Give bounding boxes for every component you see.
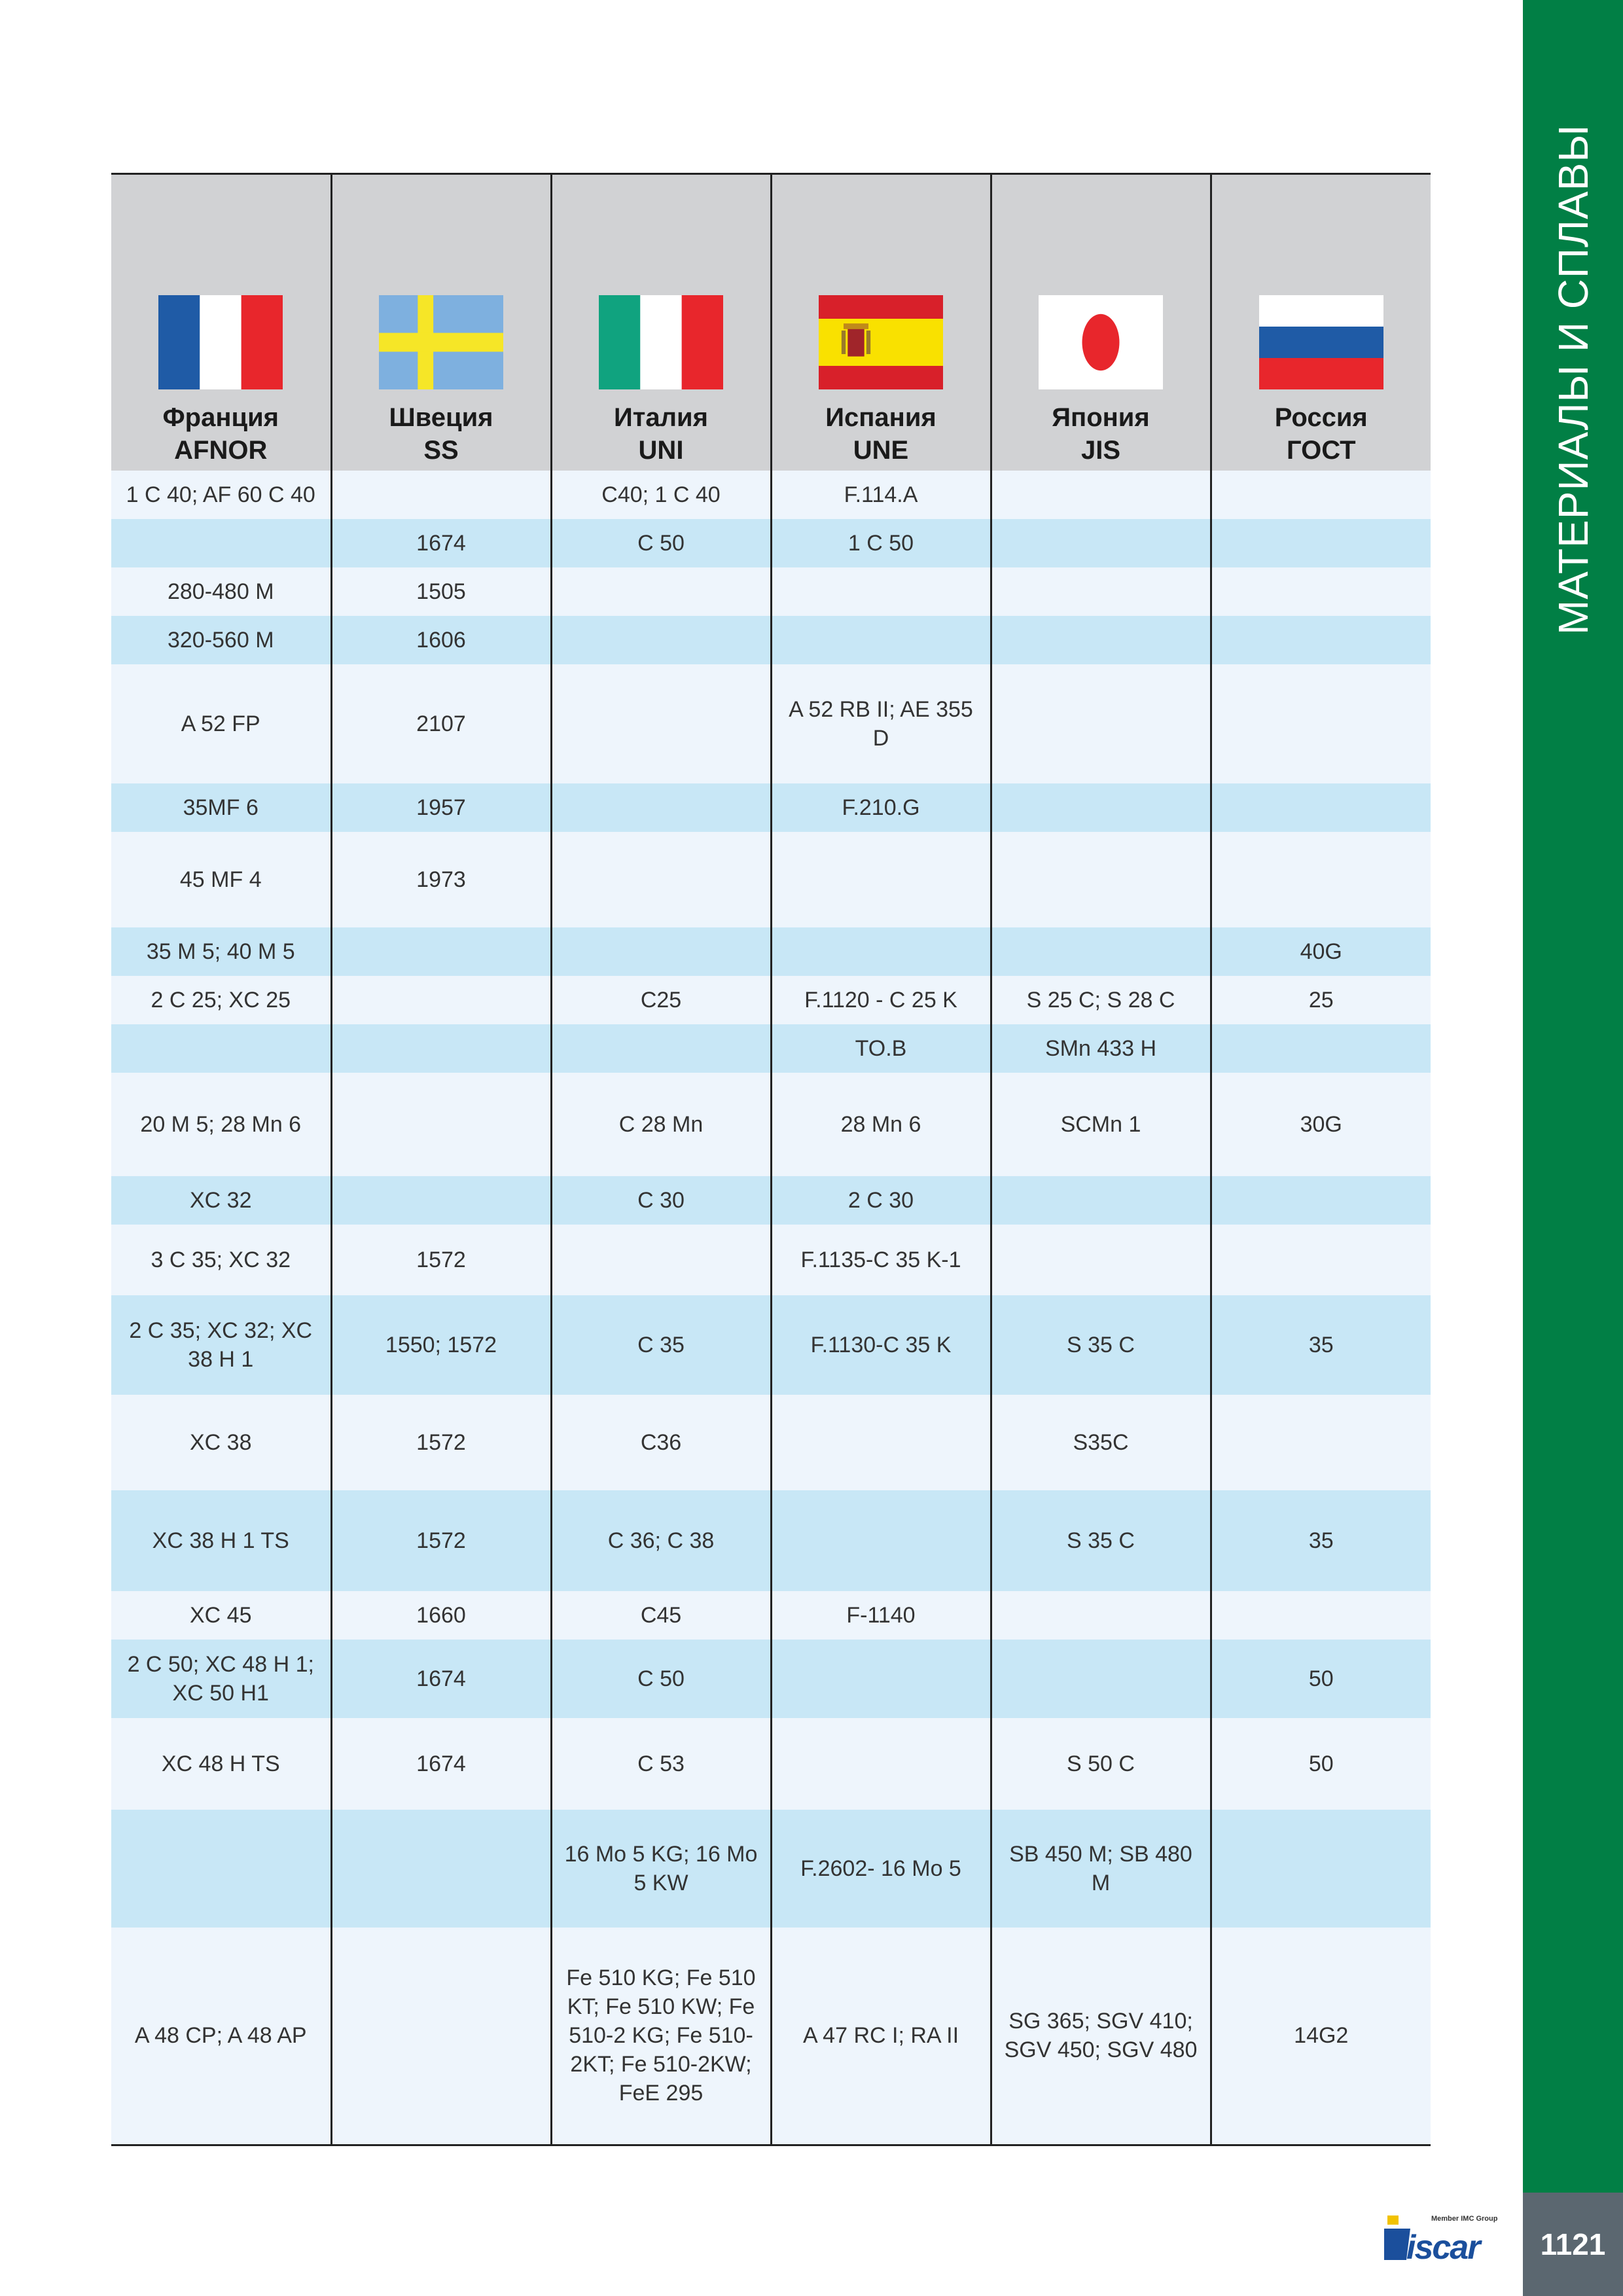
table-cell: SG 365; SGV 410; SGV 450; SGV 480 (991, 1928, 1211, 2145)
table-cell (551, 1225, 771, 1295)
table-cell (991, 1225, 1211, 1295)
table-cell: 20 M 5; 28 Mn 6 (111, 1073, 331, 1176)
table-row (111, 783, 1431, 832)
table-cell (1211, 1225, 1431, 1295)
table-cell: 35 M 5; 40 M 5 (111, 927, 331, 976)
table-cell: C40; 1 C 40 (551, 471, 771, 519)
flag-sweden-icon (379, 295, 503, 389)
table-cell: C 36; C 38 (551, 1490, 771, 1591)
iscar-logo (1384, 2209, 1515, 2268)
logo-tagline: Member IMC Group (1431, 2215, 1498, 2223)
table-cell: C 50 (551, 1640, 771, 1718)
table-cell: SCMn 1 (991, 1073, 1211, 1176)
table-row (111, 471, 1431, 519)
header-country: Япония (1052, 403, 1150, 432)
table-cell: C25 (551, 976, 771, 1024)
table-cell (111, 1810, 331, 1928)
table-cell: 35MF 6 (111, 783, 331, 832)
table-row (111, 567, 1431, 616)
table-cell (991, 567, 1211, 616)
table-cell: S 50 C (991, 1718, 1211, 1810)
table-cell (1211, 832, 1431, 927)
table-cell: 3 C 35; XC 32 (111, 1225, 331, 1295)
page-number: 1121 (1523, 2193, 1623, 2296)
table-row (111, 1073, 1431, 1176)
table-row (111, 1295, 1431, 1395)
table-cell: S 25 C; S 28 C (991, 976, 1211, 1024)
table-cell (551, 927, 771, 976)
table-row (111, 927, 1431, 976)
table-cell (551, 616, 771, 664)
table-cell (991, 1640, 1211, 1718)
table-cell (1211, 471, 1431, 519)
column-header-france (111, 174, 331, 471)
table-row (111, 1225, 1431, 1295)
table-cell: C 30 (551, 1176, 771, 1225)
column-header-japan (991, 174, 1211, 471)
table-cell: 35 (1211, 1490, 1431, 1591)
table-cell (1211, 664, 1431, 783)
table-cell: 28 Mn 6 (771, 1073, 991, 1176)
flag-russia-icon (1259, 295, 1383, 389)
table-cell (771, 616, 991, 664)
table-cell (1211, 1024, 1431, 1073)
header-standard: JIS (1080, 436, 1121, 465)
table-cell: C 35 (551, 1295, 771, 1395)
table-cell: S 35 C (991, 1490, 1211, 1591)
table-cell (111, 1024, 331, 1073)
flag-japan-icon (1039, 295, 1163, 389)
table-cell (1211, 1591, 1431, 1640)
table-cell: 1572 (331, 1225, 551, 1295)
table-cell (1211, 783, 1431, 832)
table-cell: 1660 (331, 1591, 551, 1640)
table-cell: 320-560 M (111, 616, 331, 664)
sidebar (1523, 0, 1623, 2193)
table-cell (1211, 1176, 1431, 1225)
table-row (111, 1718, 1431, 1810)
table-cell: A 47 RC I; RA II (771, 1928, 991, 2145)
header-country: Италия (614, 403, 708, 432)
table-cell: 1957 (331, 783, 551, 832)
table-cell: 1505 (331, 567, 551, 616)
table-cell: 30G (1211, 1073, 1431, 1176)
table-cell: 2 C 25; XC 25 (111, 976, 331, 1024)
column-header-italy (551, 174, 771, 471)
table-row (111, 1490, 1431, 1591)
table-cell: 2 C 35; XC 32; XC 38 H 1 (111, 1295, 331, 1395)
table-cell: A 48 CP; A 48 AP (111, 1928, 331, 2145)
table-cell: 2 C 50; XC 48 H 1; XC 50 H1 (111, 1640, 331, 1718)
header-standard: UNI (638, 436, 684, 465)
table-cell (331, 1176, 551, 1225)
table-cell: 35 (1211, 1295, 1431, 1395)
table-cell (551, 1024, 771, 1073)
table-cell: XC 45 (111, 1591, 331, 1640)
table-cell (331, 927, 551, 976)
table-cell: XC 38 H 1 TS (111, 1490, 331, 1591)
table-cell (991, 783, 1211, 832)
table-body (111, 471, 1431, 2145)
table-cell (331, 471, 551, 519)
table-cell: F.2602- 16 Mo 5 (771, 1810, 991, 1928)
table-row (111, 664, 1431, 783)
table-cell: F.1120 - C 25 K (771, 976, 991, 1024)
table-cell (991, 616, 1211, 664)
table-cell (331, 1810, 551, 1928)
table-cell (331, 1928, 551, 2145)
header-country: Испания (825, 403, 936, 432)
table-cell: 1572 (331, 1395, 551, 1490)
table-cell (331, 1024, 551, 1073)
flag-france-icon (158, 295, 283, 389)
header-country: Франция (162, 403, 279, 432)
table-cell: 25 (1211, 976, 1431, 1024)
table-cell (1211, 616, 1431, 664)
header-country: Россия (1274, 403, 1368, 432)
table-cell (991, 927, 1211, 976)
table-cell: F.1130-C 35 K (771, 1295, 991, 1395)
table-cell: Fe 510 KG; Fe 510 KT; Fe 510 KW; Fe 510-2 KG; Fe 510-2KT; Fe 510-2KW; FeE 295 (551, 1928, 771, 2145)
header-row (111, 174, 1431, 471)
table-cell (771, 927, 991, 976)
column-header-spain (771, 174, 991, 471)
table-cell: C 53 (551, 1718, 771, 1810)
table-cell: 1674 (331, 519, 551, 567)
header-country: Швеция (389, 403, 493, 432)
table-cell: F.210.G (771, 783, 991, 832)
table-row (111, 1591, 1431, 1640)
table-cell: XC 32 (111, 1176, 331, 1225)
table-cell: 2 C 30 (771, 1176, 991, 1225)
table-cell: 40G (1211, 927, 1431, 976)
table-cell: 1606 (331, 616, 551, 664)
header-standard: UNE (853, 436, 909, 465)
table-cell (991, 1591, 1211, 1640)
table-cell: C 50 (551, 519, 771, 567)
table-cell (771, 567, 991, 616)
table-row (111, 1024, 1431, 1073)
table-row (111, 1395, 1431, 1490)
table-cell: SB 450 M; SB 480 M (991, 1810, 1211, 1928)
table-cell (331, 1073, 551, 1176)
table-row (111, 1810, 1431, 1928)
flag-italy-icon (599, 295, 723, 389)
table-cell: 1 C 50 (771, 519, 991, 567)
table-cell: 14G2 (1211, 1928, 1431, 2145)
table-cell (771, 1718, 991, 1810)
table-cell: F-1140 (771, 1591, 991, 1640)
table-cell: S 35 C (991, 1295, 1211, 1395)
table-cell: F.114.A (771, 471, 991, 519)
table-cell: S35C (991, 1395, 1211, 1490)
table-cell: 1674 (331, 1640, 551, 1718)
table-cell (771, 1395, 991, 1490)
table-row (111, 1176, 1431, 1225)
table-row (111, 1928, 1431, 2145)
table-cell (771, 832, 991, 927)
table-cell: SMn 433 H (991, 1024, 1211, 1073)
table-cell (551, 664, 771, 783)
table-cell (551, 832, 771, 927)
table-cell (991, 664, 1211, 783)
flag-spain-icon (819, 295, 943, 389)
table-cell: 2107 (331, 664, 551, 783)
table-cell: 1572 (331, 1490, 551, 1591)
table-cell: TO.B (771, 1024, 991, 1073)
table-cell (1211, 1395, 1431, 1490)
column-header-russia (1211, 174, 1431, 471)
header-standard: ГОСТ (1286, 436, 1356, 465)
table-cell: 50 (1211, 1718, 1431, 1810)
table-cell (551, 783, 771, 832)
table-cell (771, 1490, 991, 1591)
table-cell (991, 832, 1211, 927)
table-cell: 1550; 1572 (331, 1295, 551, 1395)
column-header-sweden (331, 174, 551, 471)
table-cell (111, 519, 331, 567)
table-cell: C36 (551, 1395, 771, 1490)
table-row (111, 832, 1431, 927)
header-standard: AFNOR (174, 436, 268, 465)
table-cell: 45 MF 4 (111, 832, 331, 927)
table-cell: XC 48 H TS (111, 1718, 331, 1810)
table-cell (991, 1176, 1211, 1225)
table-row (111, 519, 1431, 567)
table-cell (1211, 1810, 1431, 1928)
table-row (111, 1640, 1431, 1718)
table-cell: C 28 Mn (551, 1073, 771, 1176)
table-cell: 16 Mo 5 KG; 16 Mo 5 KW (551, 1810, 771, 1928)
table-cell (331, 976, 551, 1024)
logo-brand: iscar (1406, 2229, 1480, 2267)
standards-table (111, 173, 1431, 2146)
table-cell: XC 38 (111, 1395, 331, 1490)
header-standard: SS (423, 436, 459, 465)
table-cell: 1 C 40; AF 60 C 40 (111, 471, 331, 519)
table-cell: 280-480 M (111, 567, 331, 616)
table-cell: F.1135-C 35 K-1 (771, 1225, 991, 1295)
table-cell: 1973 (331, 832, 551, 927)
table-cell: C45 (551, 1591, 771, 1640)
table-cell: 50 (1211, 1640, 1431, 1718)
table-cell (551, 567, 771, 616)
table-cell (991, 471, 1211, 519)
table-cell: A 52 FP (111, 664, 331, 783)
sidebar-title: МАТЕРИАЛЫ И СПЛАВЫ (1549, 124, 1597, 636)
table-row (111, 976, 1431, 1024)
table-cell (771, 1640, 991, 1718)
table-cell: 1674 (331, 1718, 551, 1810)
table-cell: A 52 RB II; AE 355 D (771, 664, 991, 783)
table-row (111, 616, 1431, 664)
table-cell (991, 519, 1211, 567)
table-cell (1211, 519, 1431, 567)
table-cell (1211, 567, 1431, 616)
